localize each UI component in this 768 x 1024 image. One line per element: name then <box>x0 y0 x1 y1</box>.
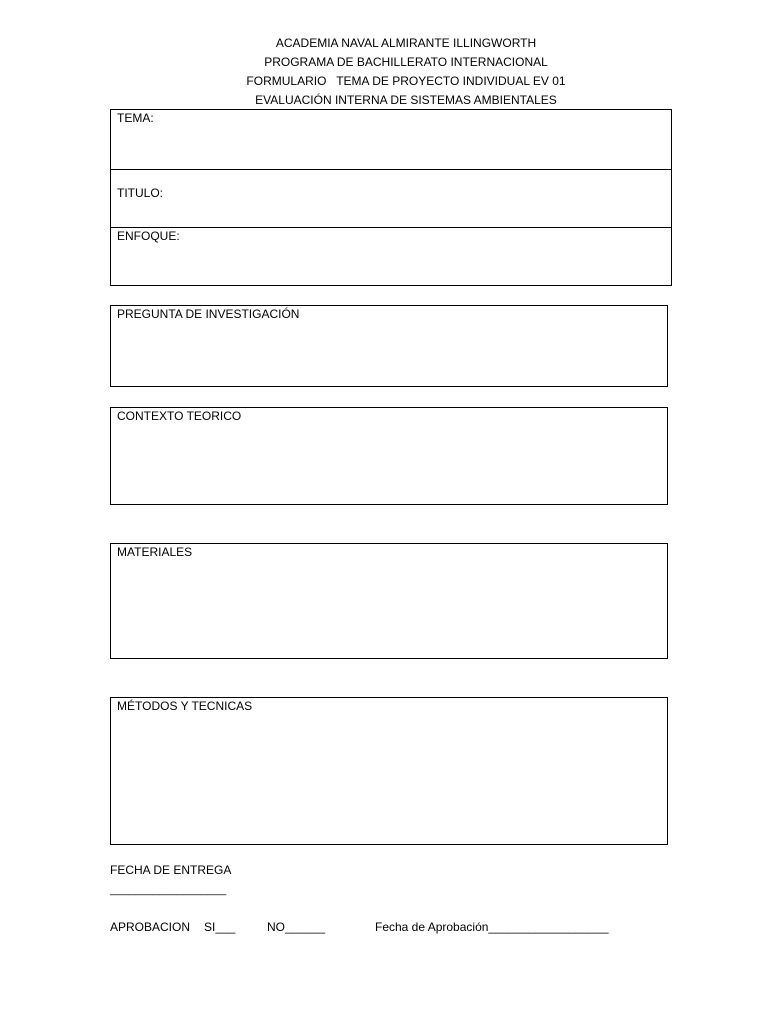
fecha-aprobacion-field[interactable]: Fecha de Aprobación__________________ <box>375 920 609 934</box>
no-field[interactable]: NO______ <box>267 920 326 934</box>
titulo-row[interactable] <box>111 169 671 227</box>
enfoque-label: ENFOQUE: <box>117 229 180 243</box>
metodos-box[interactable] <box>110 697 668 845</box>
aprobacion-label: APROBACION <box>110 920 191 934</box>
document-header <box>0 34 768 110</box>
pregunta-box[interactable] <box>110 305 668 387</box>
contexto-box[interactable] <box>110 407 668 505</box>
si-field[interactable]: SI___ <box>204 920 236 934</box>
contexto-label: CONTEXTO TEORICO <box>117 409 242 423</box>
header-form-title: FORMULARIO TEMA DE PROYECTO INDIVIDUAL EV 01 <box>246 74 566 88</box>
metodos-label: MÉTODOS Y TECNICAS <box>117 699 253 713</box>
pregunta-label: PREGUNTA DE INVESTIGACIÓN <box>117 307 300 321</box>
titulo-label: TITULO: <box>117 186 164 200</box>
header-evaluation: EVALUACIÓN INTERNA DE SISTEMAS AMBIENTALES <box>255 93 557 107</box>
tema-label: TEMA: <box>117 111 154 125</box>
materiales-label: MATERIALES <box>117 545 193 559</box>
fecha-entrega-label: FECHA DE ENTREGA <box>110 863 232 877</box>
fecha-entrega-line[interactable]: ___________________ <box>110 884 227 896</box>
tema-row[interactable] <box>111 110 671 169</box>
header-institution: ACADEMIA NAVAL ALMIRANTE ILLINGWORTH <box>275 36 537 50</box>
materiales-box[interactable] <box>110 543 668 659</box>
enfoque-row[interactable] <box>111 227 671 285</box>
header-program: PROGRAMA DE BACHILLERATO INTERNACIONAL <box>264 55 548 69</box>
topic-table <box>110 109 672 286</box>
